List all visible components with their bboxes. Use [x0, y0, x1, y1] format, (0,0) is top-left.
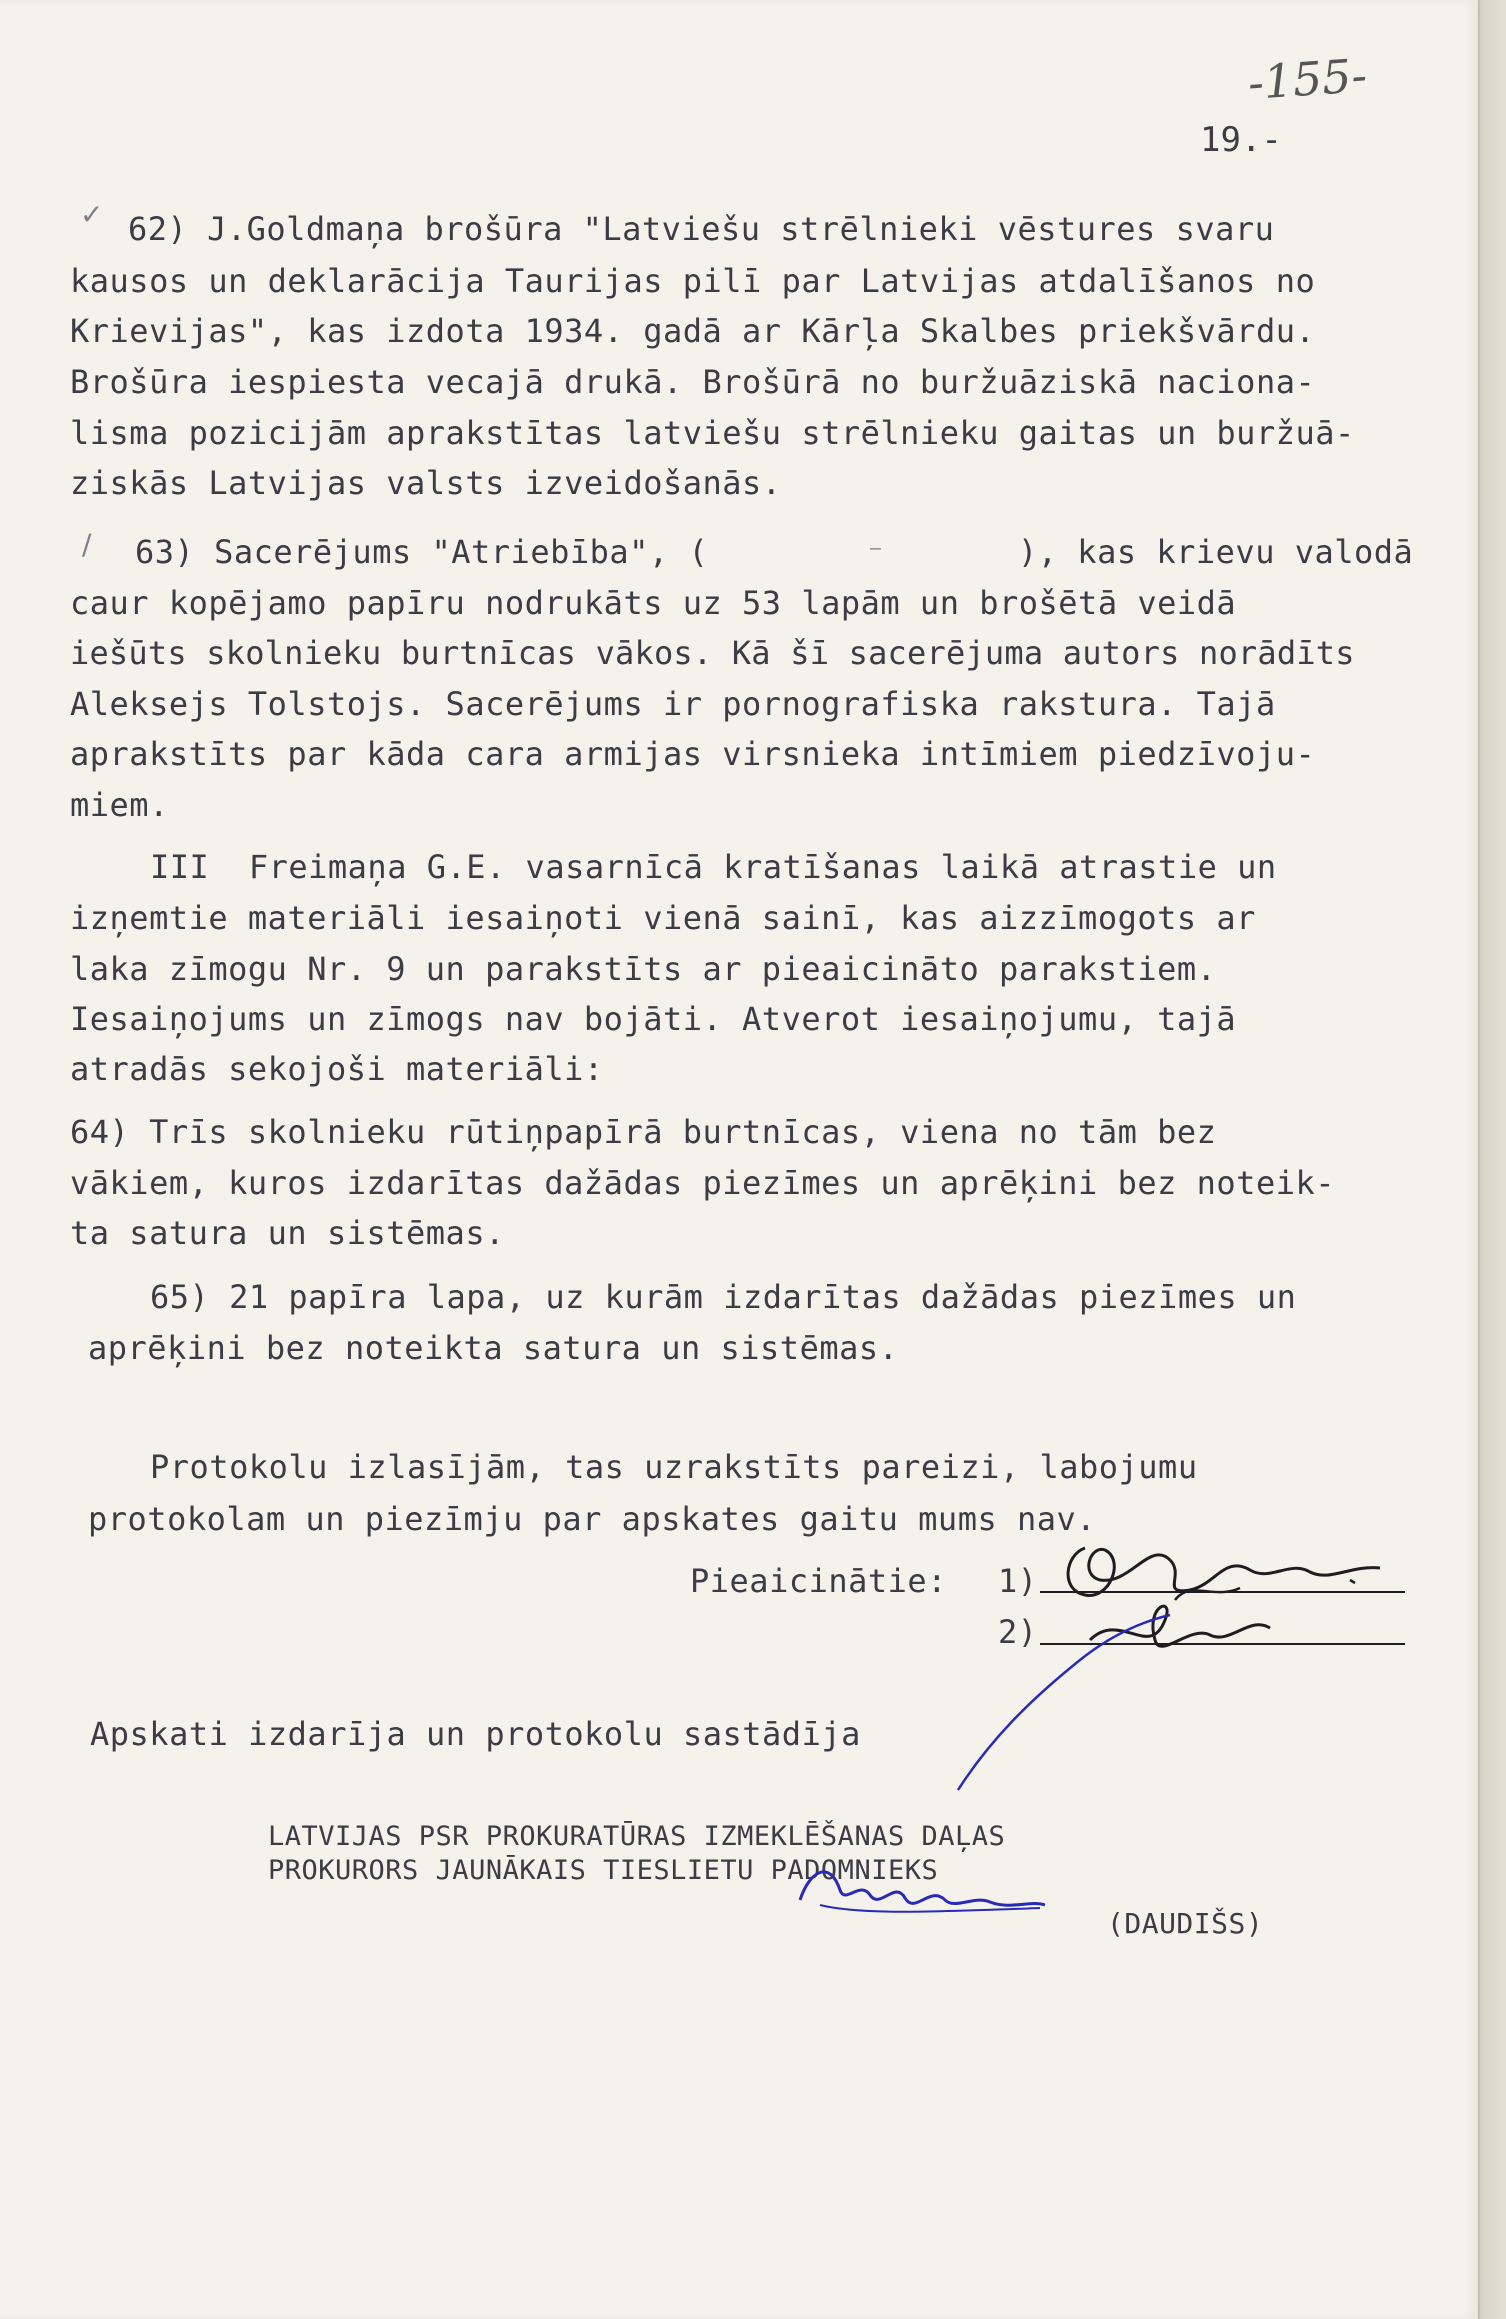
section-3-line: izņemtie materiāli iesaiņoti vienā sainī, kas aizzīmogots ar: [70, 899, 1256, 937]
signatory-title-line: LATVIJAS PSR PROKURATŪRAS IZMEKLĒŠANAS DAĻAS: [268, 1821, 1006, 1852]
closing-line: Protokolu izlasījām, tas uzrakstīts pareizi, labojumu: [150, 1448, 1198, 1486]
prosecutor-signature: [800, 1872, 1045, 1905]
handwritten-page-number: -155-: [1246, 47, 1369, 111]
item-63-line: aprakstīts par kāda cara armijas virsnieka intīmiem piedzīvoju-: [70, 735, 1316, 773]
item-62-line: ziskās Latvijas valsts izveidošanās.: [70, 464, 782, 502]
item-62-line: Brošūra iespiesta vecajā drukā. Brošūrā no buržuāziskā naciona-: [70, 363, 1316, 401]
signatory-title-line: PROKURORS JAUNĀKAIS TIESLIETU PADOMNIEKS: [268, 1855, 939, 1886]
witness-2-signature: [1090, 1606, 1270, 1646]
item-64-line: 64) Trīs skolnieku rūtiņpapīrā burtnīcas, viena no tām bez: [70, 1113, 1217, 1151]
closing-line: protokolam un piezīmju par apskates gaitu mums nav.: [88, 1500, 1097, 1538]
signatory-name: (DAUDIŠS): [1107, 1907, 1264, 1940]
conducted-by-label: Apskati izdarīja un protokolu sastādīja: [90, 1715, 861, 1753]
item-62-line: 62) J.Goldmaņa brošūra "Latviešu strēlnieki vēstures svaru: [128, 210, 1275, 248]
item-64-line: ta satura un sistēmas.: [70, 1214, 505, 1252]
witness-1-signature: [1068, 1548, 1380, 1595]
witness-1-signature-flourish: [1175, 1580, 1355, 1600]
item-63-line: iešūts skolnieku burtnīcas vākos. Kā šī sacerējuma autors norādīts: [70, 634, 1355, 672]
item-62-line: Krievijas", kas izdota 1934. gadā ar Kārļa Skalbes priekšvārdu.: [70, 312, 1316, 350]
item-62-line: lisma pozicijām aprakstītas latviešu strēlnieku gaitas un buržuā-: [70, 414, 1355, 452]
signature-flourish: [958, 1615, 1170, 1790]
witness-2-number: 2): [998, 1613, 1038, 1651]
item-63-line: Aleksejs Tolstojs. Sacerējums ir pornografiska rakstura. Tajā: [70, 685, 1276, 723]
witnesses-label: Pieaicinātie:: [690, 1562, 947, 1600]
item-65-line: aprēķini bez noteikta satura un sistēmas.: [88, 1329, 899, 1367]
item-63-line: caur kopējamo papīru nodrukāts uz 53 lapām un brošētā veidā: [70, 584, 1237, 622]
item-64-line: vākiem, kuros izdarītas dažādas piezīmes un aprēķini bez noteik-: [70, 1164, 1335, 1202]
item-63-line: miem.: [70, 786, 169, 824]
item-62-line: kausos un deklarācija Taurijas pilī par Latvijas atdalīšanos no: [70, 262, 1316, 300]
check-mark-icon: ∕: [82, 528, 92, 561]
item-65-line: 65) 21 papīra lapa, uz kurām izdarītas dažādas piezīmes un: [150, 1278, 1297, 1316]
item-63-line: 63) Sacerējums "Atriebība", (: [135, 533, 709, 571]
page-edge: [1478, 0, 1506, 2319]
section-3-line: III Freimaņa G.E. vasarnīcā kratīšanas laikā atrastie un: [150, 848, 1277, 886]
page-number: 19.-: [1200, 120, 1282, 160]
item-63-line: ), kas krievu valodā: [1018, 533, 1414, 571]
item-63-blank: —: [870, 538, 882, 559]
section-3-line: laka zīmogu Nr. 9 un parakstīts ar pieaicināto parakstiem.: [70, 950, 1217, 988]
section-3-line: Iesaiņojums un zīmogs nav bojāti. Atverot iesaiņojumu, tajā: [70, 1000, 1237, 1038]
section-3-line: atradās sekojoši materiāli:: [70, 1050, 604, 1088]
check-mark-icon: ✓: [80, 198, 104, 231]
witness-1-number: 1): [998, 1562, 1038, 1600]
